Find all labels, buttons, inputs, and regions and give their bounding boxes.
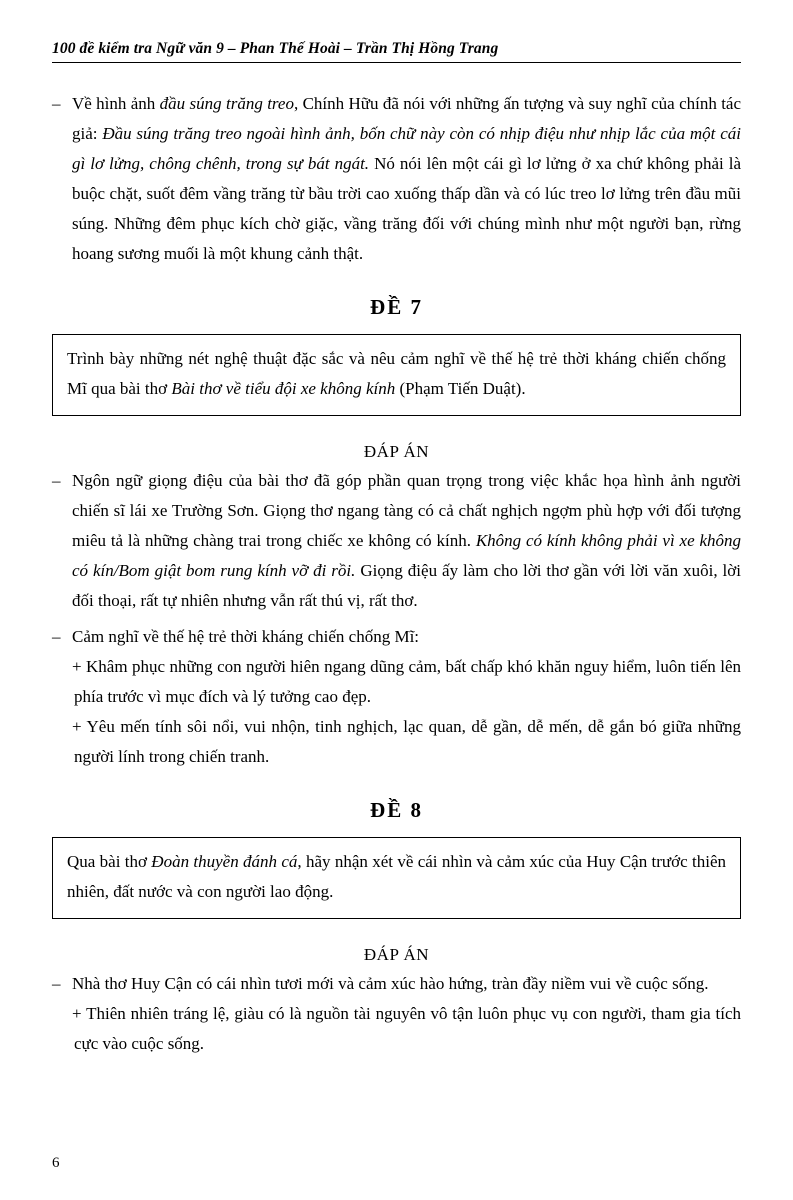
italic-title-dau-sung-trang-treo: đầu súng trăng treo [159,94,294,113]
de7-plus-item-1: + Khâm phục những con người hiên ngang dũng cảm, bất chấp khó khăn nguy hiểm, luôn tiến lên phía trước vì mục đích và lý tưởng cao đẹp. [72,657,741,706]
header-divider [52,62,741,63]
italic-poem-quote: Không có kính không phải vì xe không có kín/Bom giật bom rung kính vỡ đi rồi. [72,531,742,580]
de7-plus-item-2: + Yêu mến tính sôi nổi, vui nhộn, tinh nghịch, lạc quan, dễ gần, dễ mến, dễ gắn bó giữa những người lính trong chiến tranh. [72,717,741,766]
answer-heading-de-7: ĐÁP ÁN [363,442,430,461]
bullet-dash: – [52,627,61,646]
text-segment: , hãy nhận xét về cái nhìn và cảm xúc của Huy Cận trước thiên nhiên, đất nước và con người lao động. [67,852,726,901]
italic-title-bai-tho-ve-tieu-doi-xe-khong-kinh: Bài thơ về tiểu đội xe không kính [171,379,396,398]
italic-title-doan-thuyen-danh-ca: Đoàn thuyền đánh cá [151,852,298,871]
bullet-dash: – [52,471,61,490]
text-segment: Ngôn ngữ giọng điệu của bài thơ đã góp phần quan trọng trong việc khắc họa hình ảnh người chiến sĩ lái xe Trường Sơn. Giọng thơ ngang tàng có cả chất nghịch ngợm phù hợp với đối tượng miêu tả là những chàng trai trong chiếc xe không có kính. [72,471,741,550]
italic-quote: Đầu súng trăng treo ngoài hình ảnh, bốn chữ này còn có nhịp điệu như nhịp lắc của một cái gì lơ lửng, chông chênh, trong sự bát ngát. [72,124,741,173]
bullet-dash: – [52,94,61,113]
top-answer-paragraph [72,89,741,269]
de8-plus-item-1: + Thiên nhiên tráng lệ, giàu có là nguồn tài nguyên vô tận luôn phục vụ con người, tham gia tích cực vào cuộc sống. [72,1004,741,1053]
answer-paragraph [72,622,741,652]
answer-paragraph [72,466,741,616]
answer-paragraph: Nhà thơ Huy Cận có cái nhìn tươi mới và cảm xúc hào hứng, tràn đầy niềm vui về cuộc sống. [72,974,709,993]
text-segment: Qua bài thơ [67,852,152,871]
bullet-dash: – [52,974,61,993]
answer-heading-de-8: ĐÁP ÁN [363,945,430,964]
de7-answer-item-1 [52,466,741,616]
section-title-de-8: ĐỀ 8 [370,798,423,822]
de7-answer-item-2 [52,622,741,652]
running-head: 100 đề kiểm tra Ngữ văn 9 – Phan Thế Hoài – Trần Thị Hồng Trang [52,40,499,57]
de8-answer-item-1 [52,969,741,999]
text-segment: , Chính Hữu đã nói với những ấn tượng và suy nghĩ của chính tác giả: [72,94,742,143]
text-segment: Trình bày những nét nghệ thuật đặc sắc và nêu cảm nghĩ về thế hệ trẻ thời kháng chiến chống Mĩ qua bài thơ [67,349,726,398]
text-segment: Cảm nghĩ về thế hệ trẻ thời kháng chiến chống Mĩ: [72,627,420,646]
question-box-de-7 [52,334,741,416]
text-segment: Về hình ảnh [72,94,160,113]
section-title-de-7: ĐỀ 7 [370,295,423,319]
page-number: 6 [52,1155,60,1171]
top-answer-block [52,89,741,269]
text-segment: Nó nói lên một cái gì lơ lửng ở xa chứ không phải là buộc chặt, suốt đêm vầng trăng từ bầu trời cao xuống thấp dần và có lúc treo lơ lửng trên đầu mũi súng. Những đêm phục kích chờ giặc, vầng trăng đối với chúng mình như một người bạn, rừng hoang sương muối là một khung cảnh thật. [72,154,741,263]
text-segment: (Phạm Tiến Duật). [395,379,526,398]
text-segment: Giọng điệu ấy làm cho lời thơ gần với lời văn xuôi, lời đối thoại, rất tự nhiên nhưng vẫn rất thú vị, rất thơ. [72,561,741,610]
question-box-de-8 [52,837,741,919]
